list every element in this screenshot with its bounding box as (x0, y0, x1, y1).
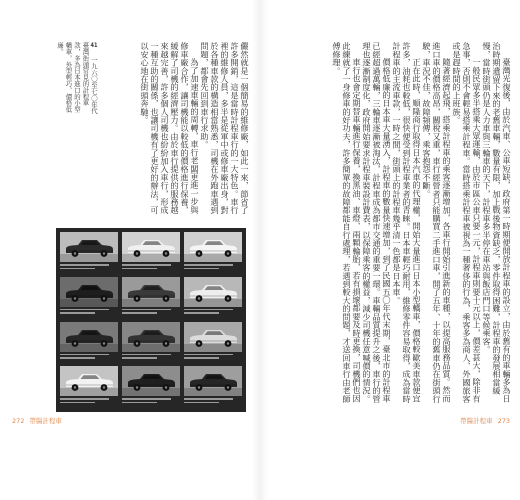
photo-caption (60, 354, 118, 361)
car-hubcap (198, 387, 200, 389)
car-photo (60, 232, 118, 262)
photo-ground (60, 344, 118, 352)
photo-cell (60, 277, 118, 319)
car-hubcap (165, 342, 167, 344)
photo-ground (60, 388, 118, 396)
car-hubcap (74, 342, 76, 344)
photo-cell (184, 366, 242, 408)
photo-caption (60, 398, 118, 405)
page-number: 273 (497, 417, 510, 425)
right-page-footer (460, 416, 510, 425)
photo-caption (60, 309, 118, 316)
paragraph: 正在此時，順隆商行取得日本汽車的代理權，開始大量進口日本小型轎車，價格較歐美車款便宜許多，油耗也較低，很快便受到計程車業者的青睞。日本車輕巧耐用，維修零件容易取得，成為當時計程車的主流車款，一時之間，街頭上的計程車幾乎清一色都是日本車。 (392, 42, 422, 403)
photo-ground (184, 344, 242, 352)
paragraph: 隨著經濟起飛，搭乘計程車的乘客逐漸增加，各車行開始引進新的車種，以提高服務品質。然而進口車的價格高昂，關稅又重，車行經營者只能購買二手進口車，開了五年、十年的舊車仍在街頭行駛，車況不佳，故障頻傳，乘客抱怨不斷。 (422, 42, 452, 403)
paragraph: 儼然就是一個簡易的維修廠，如此一來，節省了許多開銷，這是當時計程車行的一大特色。車行裡的維修人員，多半是從軍中或修車廠出身，對於各種車款的構造相當熟悉，司機在外跑車遇到問題，都會先回到車行求助。 (200, 42, 250, 215)
car-photo (184, 366, 242, 396)
photo-cell (184, 277, 242, 319)
photo-cell (122, 322, 180, 364)
car-hubcap (165, 252, 167, 254)
photo-cell (122, 232, 180, 274)
page-number: 272 (12, 417, 25, 425)
photo-ground (122, 388, 180, 396)
figure-caption (40, 42, 98, 114)
car-hubcap (136, 387, 138, 389)
photo-cell (60, 232, 118, 274)
photo-caption (184, 264, 242, 271)
photo-caption (184, 398, 242, 405)
photo-ground (184, 388, 242, 396)
car-hubcap (198, 252, 200, 254)
photo-cell (122, 366, 180, 408)
photo-ground (60, 299, 118, 307)
car-hubcap (165, 387, 167, 389)
car-photo (60, 322, 118, 352)
car-photo (184, 232, 242, 262)
left-page-footer (12, 416, 62, 425)
photo-caption (122, 354, 180, 361)
figure-caption-text: 一九六〇至七〇年代臺灣街頭常見的計程車款，多為日本進口的小型轎車，外型輕巧，價格低廉。 (56, 42, 98, 114)
car-photo (122, 366, 180, 396)
car-photo-grid (56, 228, 246, 412)
paragraph: 一般民眾多半搭乘大眾運輸，由於市區公車只要一元，計程車則要十元以上，價差甚大，除非有急事，否則不會輕易搭乘計程車。當時搭乘計程車被視為一種奢侈的行為，乘客多為商人、外國旅客或是趕時間的上班族。 (452, 42, 482, 403)
car-photo (60, 366, 118, 396)
running-title: 帶醫計程車 (29, 417, 62, 425)
car-photo (184, 322, 242, 352)
car-hubcap (74, 297, 76, 299)
car-photo (122, 277, 180, 307)
photo-caption (122, 398, 180, 405)
car-photo (184, 277, 242, 307)
right-page (260, 0, 520, 500)
photo-caption (122, 309, 180, 316)
paragraph: 為了加速車輛的周轉，車行老闆更進一步與修車廠合作，讓司機能以較低的價格進行保養，緩解了司機的經濟壓力。由於車行提供的服務越來越完善，許多個人司機也紛紛加入車行，形成一種互助的關係，也讓司機有了更好的辦法，可以安心地在街頭奔馳。 (140, 42, 200, 215)
running-title: 帶醫計程車 (460, 417, 493, 425)
car-hubcap (227, 342, 229, 344)
photo-caption (122, 264, 180, 271)
right-page-body-text (288, 42, 512, 410)
paragraph: 價格低廉的日本車大量湧入，計程車的數量快速增加，到了民國五〇年代末期，臺北市的計程車已經超過萬輛，三輪車逐漸被淘汰，計程車成為都市交通的重要一環。車輛品質提升之後，車行的管理也逐漸制度化，政府開始要求計程車裝設計費表，以保障乘客的權益，減少司機任意喊價的情況。 (362, 42, 392, 403)
photo-cell (184, 232, 242, 274)
photo-ground (60, 254, 118, 262)
left-page-body-text (100, 42, 250, 216)
car-hubcap (136, 342, 138, 344)
photo-cell (60, 366, 118, 408)
photo-ground (184, 254, 242, 262)
car-hubcap (227, 297, 229, 299)
photo-ground (122, 344, 180, 352)
photo-ground (122, 254, 180, 262)
car-hubcap (103, 342, 105, 344)
figure-number: 41 (90, 42, 98, 49)
car-hubcap (74, 387, 76, 389)
photo-caption (60, 264, 118, 271)
photo-caption (184, 354, 242, 361)
photo-ground (122, 299, 180, 307)
car-photo (122, 232, 180, 262)
photo-caption (184, 309, 242, 316)
car-hubcap (198, 297, 200, 299)
car-hubcap (165, 297, 167, 299)
car-hubcap (103, 387, 105, 389)
photo-cell (184, 322, 242, 364)
car-hubcap (103, 252, 105, 254)
photo-cell (122, 277, 180, 319)
paragraph: 臺灣光復後，由於汽車、公車短缺，政府第一時期便開放計程車的設立，由於舊有的車輛多為日治時期遺留下來的老舊車輛，數量有限，加上戰後物資缺乏，零件取得困難，計程車的發展相當緩慢，當時街頭仍是人力車與三輪車的天下，計程車多半停在車站與飯店門口等候乘客。 (482, 42, 512, 403)
car-hubcap (227, 387, 229, 389)
car-hubcap (74, 252, 76, 254)
photo-cell (60, 322, 118, 364)
photo-ground (184, 299, 242, 307)
car-hubcap (136, 297, 138, 299)
car-photo (60, 277, 118, 307)
car-hubcap (136, 252, 138, 254)
car-photo (122, 322, 180, 352)
car-hubcap (103, 297, 105, 299)
car-hubcap (227, 252, 229, 254)
car-hubcap (198, 342, 200, 344)
paragraph: 車行也會定期替車輛進行保養，換黑油、車燈、兩顆輪胎，若有損壞都要及時更換，司機們也因此練就了一身修車的好功夫，許多簡單的故障都能自行處理，若遇到較大的問題，才送回車行由老師傅修理。 (332, 42, 362, 403)
